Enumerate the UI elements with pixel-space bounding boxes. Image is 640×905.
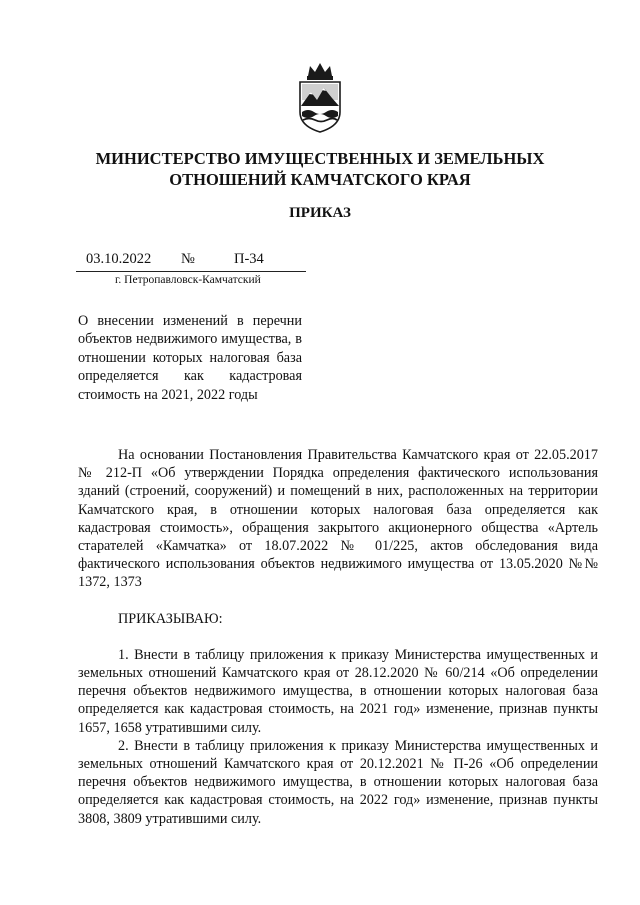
preamble-paragraph: На основании Постановления Правительства Камчатского края от 22.05.2017 № 212-П «Об утверждении Порядка определения фактического использования зданий (строений, сооружений) и помещений в них, расположенных на территории Камчатского края, в отношении которых налоговая база определяется как кадастровая стоимость», обращения закрытого акционерного общества «Артель старателей «Камчатка» от 18.07.2022 № 01/225, актов обследования вида фактического использования объектов недвижимого имущества от 13.05.2020 №№ 1372, 1373	[78, 447, 598, 591]
order-place: г. Петропавловск-Камчатский	[115, 274, 261, 286]
order-date: 03.10.2022	[86, 251, 152, 267]
order-directive-word: ПРИКАЗЫВАЮ:	[118, 610, 223, 627]
order-number: П-34	[234, 251, 264, 267]
coat-of-arms-icon	[296, 60, 344, 134]
order-date-number-line	[76, 251, 306, 273]
order-body	[78, 446, 598, 828]
ministry-heading-line-2: ОТНОШЕНИЙ КАМЧАТСКОГО КРАЯ	[169, 170, 471, 189]
number-sign: №	[181, 251, 195, 267]
order-item-1: 1. Внести в таблицу приложения к приказу Министерства имущественных и земельных отношений Камчатского края от 28.12.2020 № 60/214 «Об определении перечня объектов недвижимого имущества, в отношении которых налоговая база определяется как кадастровая стоимость, на 2021 год» изменение, признав пункты 1657, 1658 утратившими силу.	[78, 646, 598, 736]
order-item-2: 2. Внести в таблицу приложения к приказу Министерства имущественных и земельных отношений Камчатского края от 20.12.2021 № П-26 «Об определении перечня объектов недвижимого имущества, в отношении которых налоговая база определяется как кадастровая стоимость, на 2022 год» изменение, признав пункты 3808, 3809 утратившими силу.	[78, 737, 598, 827]
ministry-heading-line-1: МИНИСТЕРСТВО ИМУЩЕСТВЕННЫХ И ЗЕМЕЛЬНЫХ	[95, 149, 545, 168]
order-title: ПРИКАЗ	[289, 205, 351, 221]
date-underline	[76, 271, 306, 272]
ministry-heading	[0, 148, 640, 190]
order-subject: О внесении изменений в перечни объектов недвижимого имущества, в отношении которых налоговая база определяется как кадастровая стоимость на 2021, 2022 годы	[78, 313, 302, 403]
